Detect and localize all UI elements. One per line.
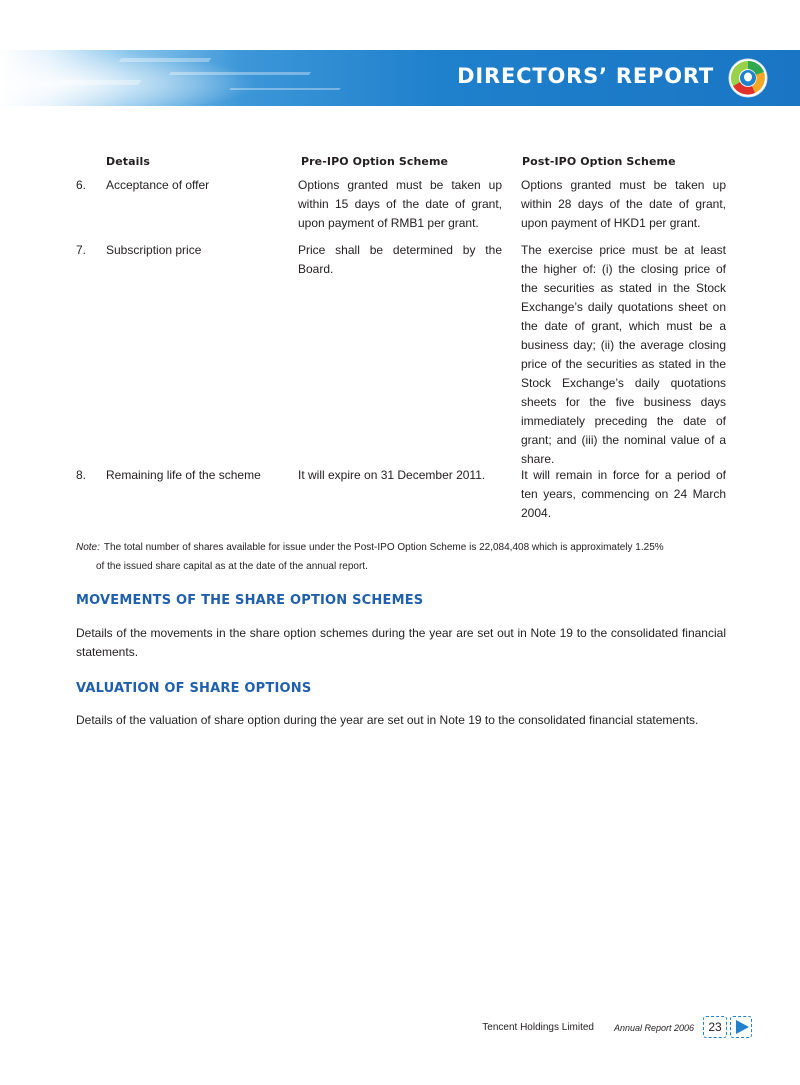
- row-number: 6.: [76, 178, 87, 192]
- table-row: [76, 466, 726, 538]
- note-label: Note:: [76, 542, 100, 553]
- section-body-valuation: Details of the valuation of share option during the year are set out in Note 19 to the consolidated financial statements.: [76, 713, 699, 727]
- table-row: [76, 176, 726, 241]
- play-arrow-icon: [734, 1019, 750, 1035]
- option-scheme-table: [76, 152, 726, 538]
- row-pre-ipo: Options granted must be taken up within 15 days of the date of grant, upon payment of RMB1 per grant.: [298, 178, 502, 230]
- row-detail: Acceptance of offer: [106, 178, 210, 192]
- row-post-ipo: It will remain in force for a period of ten years, commencing on 24 March 2004.: [521, 468, 726, 520]
- next-page-button[interactable]: [730, 1016, 752, 1038]
- row-post-ipo: The exercise price must be at least the higher of: (i) the closing price of the securities as stated in the Stock Exchange’s daily quotations sheet on the date of grant, which must be a business day; (ii) the average closing price of the securities as stated in the Stock Exchange’s daily quotations sheets for the five business days immediately preceding the date of grant; and (iii) the nominal value of a share.: [521, 243, 726, 466]
- note-text-line1: The total number of shares available for issue under the Post-IPO Option Scheme is 22,084,408 which is approximately 1.25%: [103, 542, 664, 553]
- row-pre-ipo: Price shall be determined by the Board.: [298, 243, 502, 276]
- band-streak: [229, 88, 340, 90]
- footer-company-name: Tencent Holdings Limited: [482, 1022, 594, 1033]
- band-streak: [119, 58, 212, 62]
- page-title: DIRECTORS’ REPORT: [457, 64, 714, 88]
- row-number: 8.: [76, 468, 87, 482]
- section-body-movements: Details of the movements in the share option schemes during the year are set out in Note 19 to the consolidated financial statements.: [76, 626, 726, 659]
- row-detail: Remaining life of the scheme: [106, 468, 261, 482]
- row-number: 7.: [76, 243, 87, 257]
- column-header-pre-ipo: Pre-IPO Option Scheme: [301, 155, 449, 168]
- row-detail: Subscription price: [106, 243, 202, 257]
- band-streak: [58, 80, 142, 85]
- row-pre-ipo: It will expire on 31 December 2011.: [298, 468, 486, 482]
- tencent-logo-icon: [728, 58, 768, 98]
- section-heading-movements: MOVEMENTS OF THE SHARE OPTION SCHEMES: [76, 593, 424, 608]
- table-note: [76, 538, 728, 576]
- footer-report-title: Annual Report 2006: [613, 1023, 694, 1033]
- table-header-row: [76, 152, 726, 176]
- table-row: [76, 241, 726, 466]
- header-band: [0, 50, 800, 106]
- row-post-ipo: Options granted must be taken up within 28 days of the date of grant, upon payment of HKD1 per grant.: [521, 178, 726, 230]
- section-heading-valuation: VALUATION OF SHARE OPTIONS: [76, 681, 312, 696]
- page-number: 23: [703, 1016, 727, 1038]
- band-streak: [169, 72, 311, 75]
- note-text-line2: of the issued share capital as at the date of the annual report.: [96, 561, 368, 572]
- column-header-post-ipo: Post-IPO Option Scheme: [522, 155, 676, 168]
- column-header-details: Details: [106, 155, 151, 168]
- page-footer: [0, 1016, 800, 1042]
